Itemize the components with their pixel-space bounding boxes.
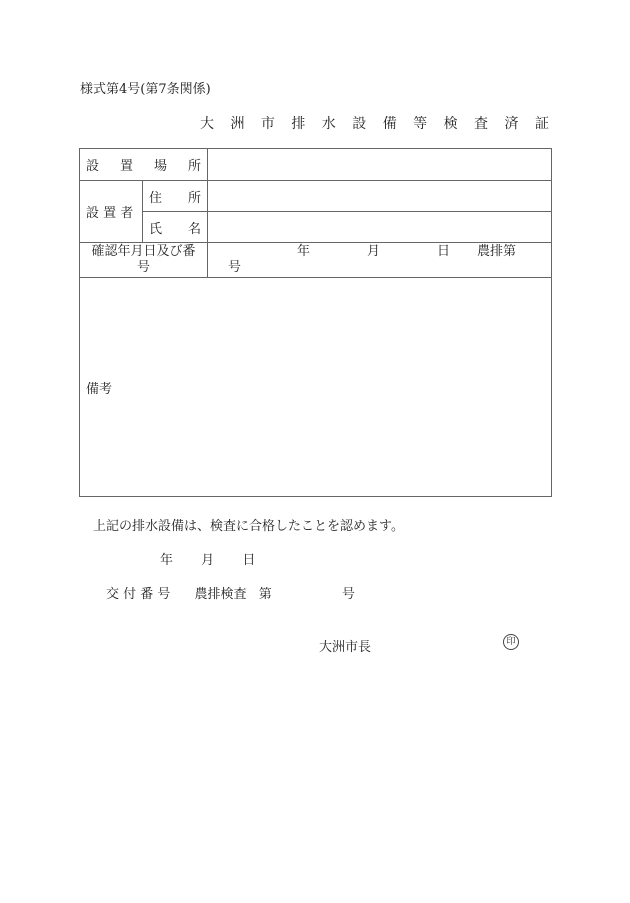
confirmation-label — [80, 243, 208, 278]
issue-prefix: 農排検査 — [194, 587, 247, 602]
remarks-label: 備考 — [86, 381, 113, 397]
row-install-location — [80, 149, 552, 181]
remarks-field[interactable] — [80, 278, 552, 497]
issue-number — [106, 583, 355, 602]
label-char: 住 — [149, 190, 163, 206]
date-day-unit: 日 — [242, 553, 256, 568]
issue-suffix: 号 — [341, 587, 355, 602]
confirmation-suffix: 号 — [228, 260, 242, 275]
confirmation-prefix: 農排第 — [477, 244, 517, 259]
date-year-unit: 年 — [160, 553, 174, 568]
mayor-title: 大洲市長 — [319, 640, 372, 655]
document-title: 大 洲 市 排 水 設 備 等 検 査 済 証 — [200, 116, 555, 132]
confirmation-label-line1: 確認年月日及び番 — [91, 244, 196, 259]
row-installer-name — [80, 212, 552, 243]
row-installer-address — [80, 181, 552, 212]
issue-dai: 第 — [258, 587, 272, 602]
address-label — [143, 181, 208, 212]
name-label — [143, 212, 208, 243]
label-char: 設 — [86, 159, 100, 174]
label-char: 置 — [119, 159, 133, 174]
day-unit: 日 — [437, 244, 451, 259]
label-char: 氏 — [149, 221, 163, 237]
row-confirmation — [80, 243, 552, 278]
confirmation-field[interactable] — [208, 243, 552, 278]
installer-label: 設 置 者 — [80, 181, 143, 243]
date-month-unit: 月 — [201, 553, 215, 568]
label-char: 所 — [187, 190, 201, 206]
month-unit: 月 — [367, 244, 381, 259]
install-location-field[interactable] — [208, 149, 552, 181]
installer-name-field[interactable] — [208, 212, 552, 243]
install-location-label — [80, 149, 208, 181]
confirmation-label-line2: 号 — [136, 260, 150, 275]
year-unit: 年 — [297, 244, 311, 259]
installer-address-field[interactable] — [208, 181, 552, 212]
label-char: 場 — [153, 159, 167, 174]
row-remarks — [80, 278, 552, 497]
seal-icon: 印 — [503, 634, 519, 650]
approval-statement: 上記の排水設備は、検査に合格したことを認めます。 — [93, 519, 404, 534]
issue-date — [160, 549, 255, 568]
certificate-table — [79, 148, 552, 497]
issue-number-label: 交 付 番 号 — [106, 587, 171, 602]
form-number: 様式第4号(第7条関係) — [80, 82, 211, 97]
label-char: 所 — [187, 159, 201, 174]
label-char: 名 — [187, 221, 201, 237]
